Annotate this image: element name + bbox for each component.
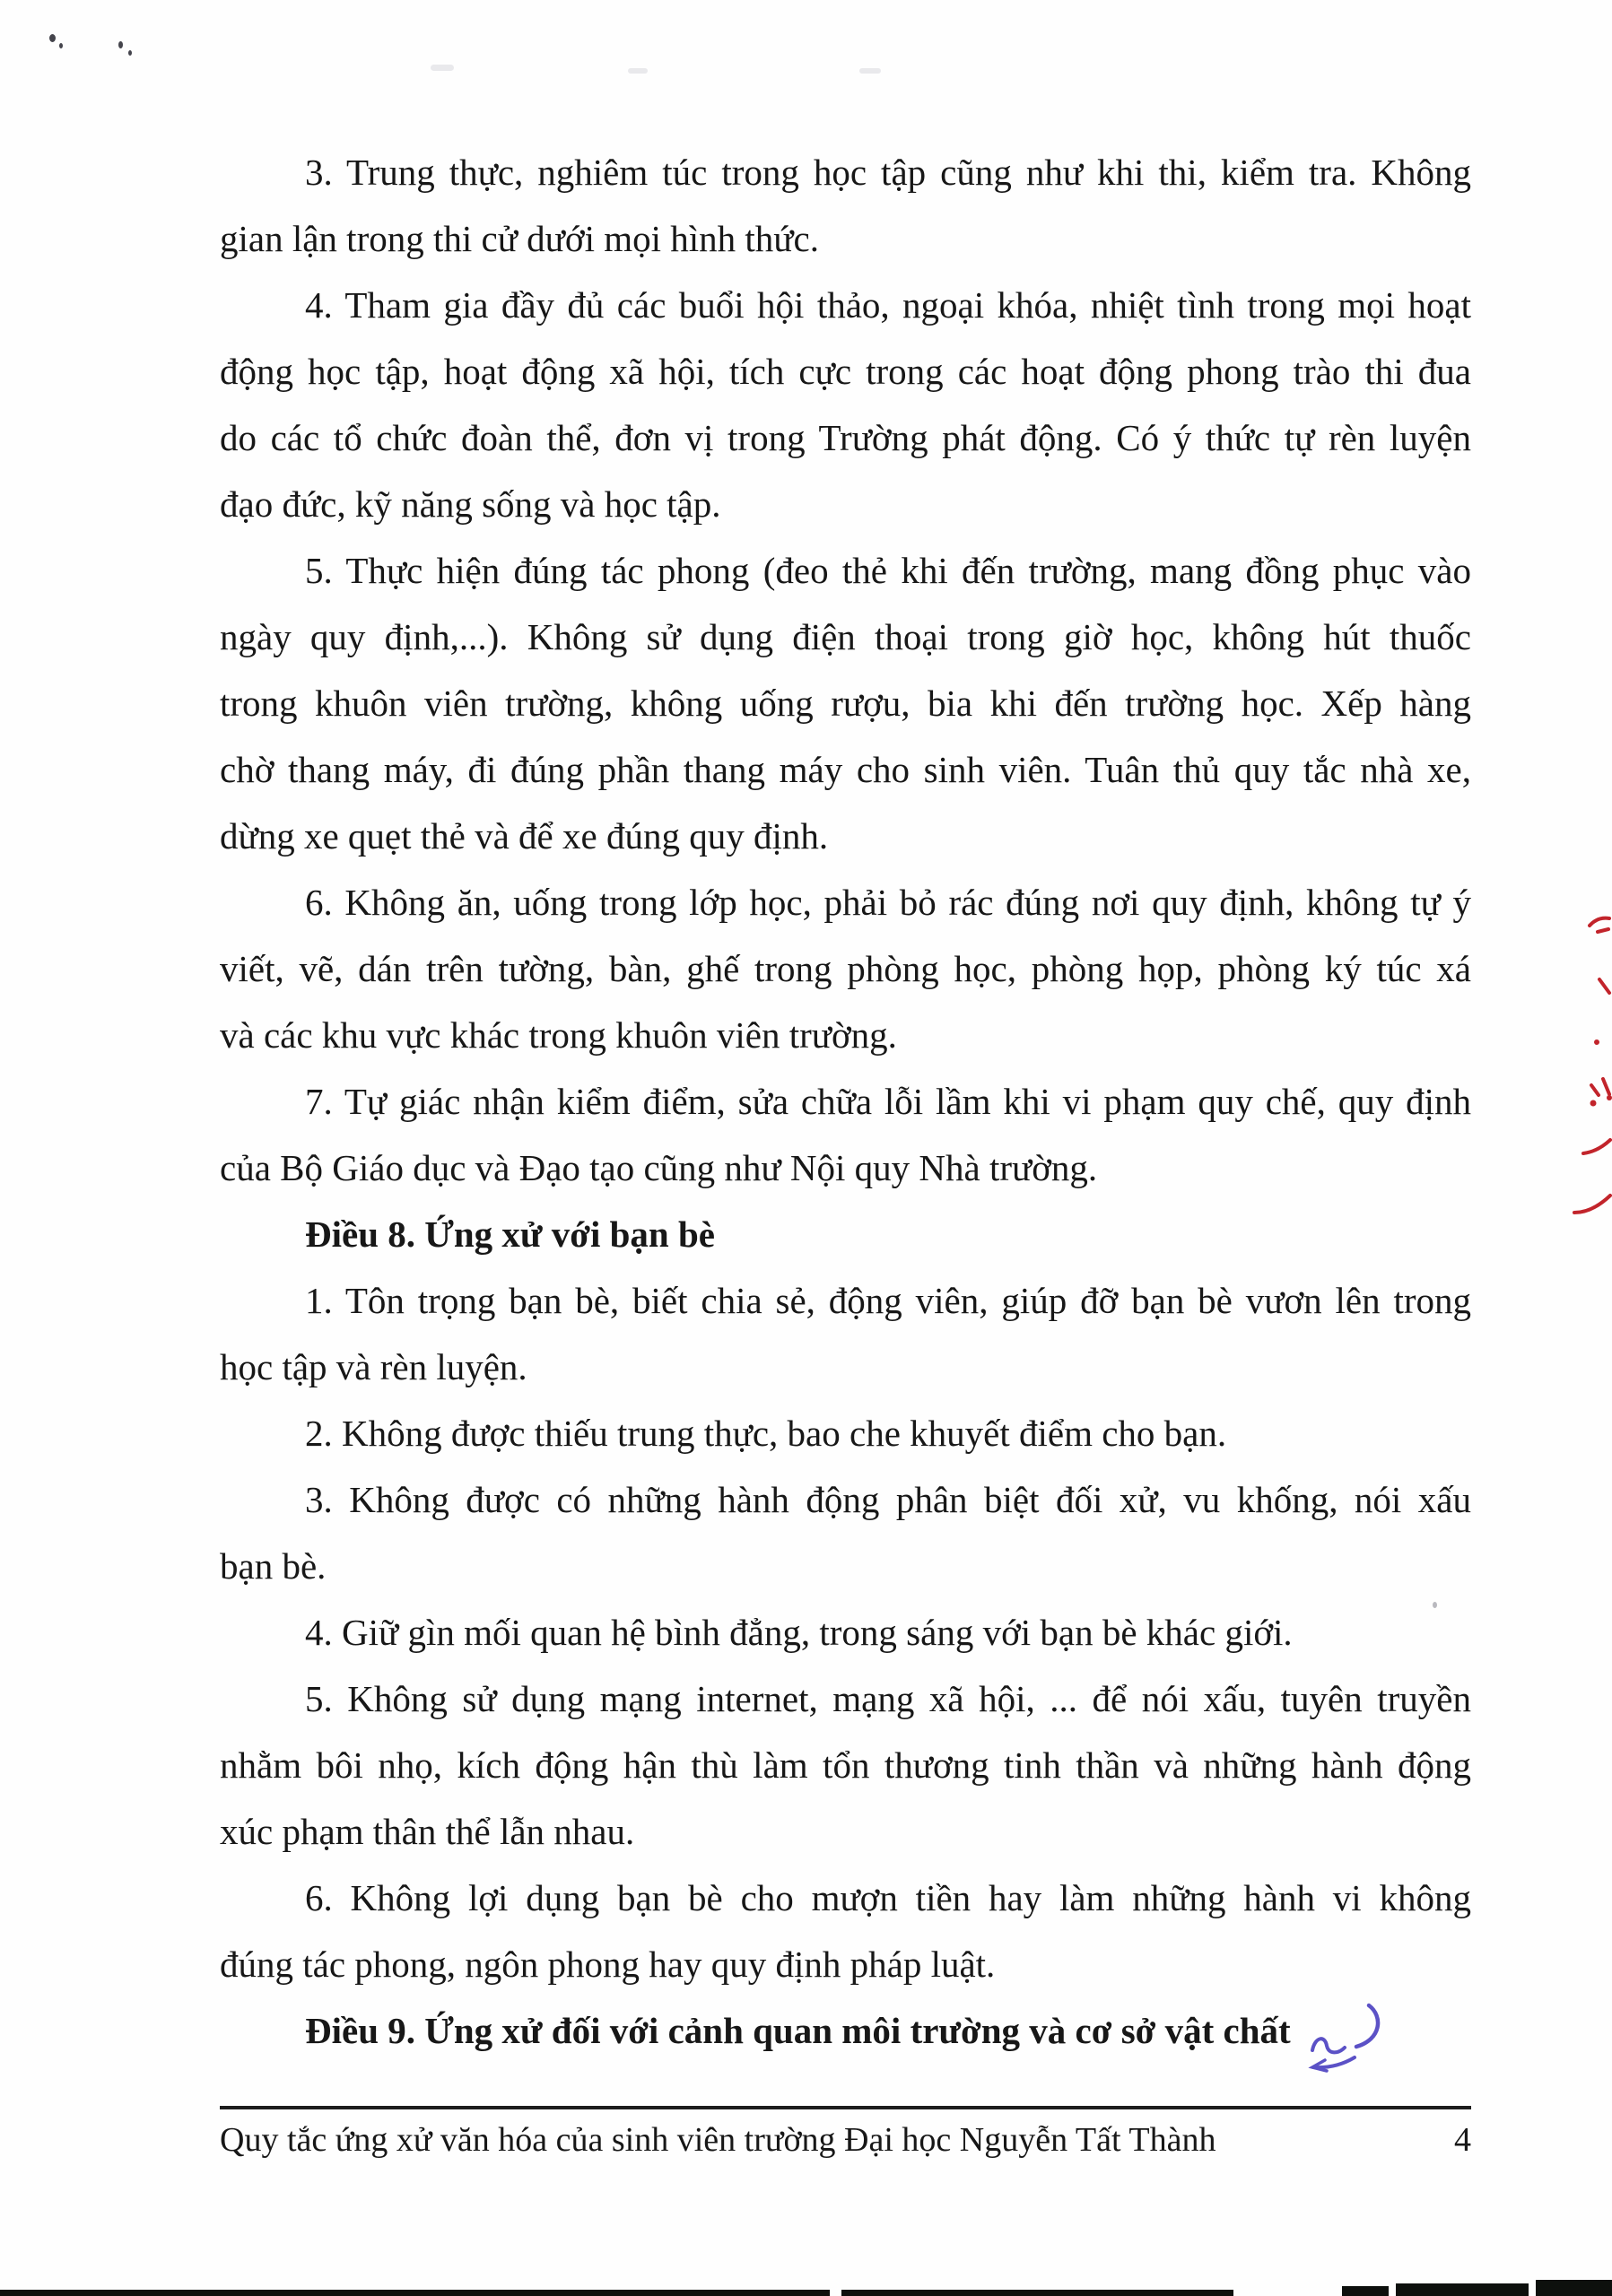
paragraph bbox=[220, 869, 1471, 1068]
handwritten-signature-mark bbox=[1301, 1998, 1390, 2077]
text-line: chờ thang máy, đi đúng phần thang máy cho sinh viên. Tuân thủ quy tắc nhà xe, bbox=[220, 749, 1471, 790]
scan-bar-segment bbox=[1536, 2280, 1612, 2296]
text-line: viết, vẽ, dán trên tường, bàn, ghế trong phòng học, phòng họp, phòng ký túc xá bbox=[220, 948, 1471, 989]
section-heading bbox=[220, 1201, 1471, 1267]
paragraph bbox=[220, 1865, 1471, 1997]
text-line: do các tổ chức đoàn thể, đơn vị trong Trường phát động. Có ý thức tự rèn luyện bbox=[220, 417, 1471, 458]
text-line: 1. Tôn trọng bạn bè, biết chia sẻ, động viên, giúp đỡ bạn bè vươn lên trong bbox=[305, 1280, 1471, 1321]
scan-speck bbox=[128, 50, 132, 56]
text-block bbox=[220, 139, 1471, 2064]
text-line: ngày quy định,...). Không sử dụng điện thoại trong giờ học, không hút thuốc bbox=[220, 616, 1471, 657]
text-line: và các khu vực khác trong khuôn viên trường. bbox=[220, 1014, 897, 1056]
paragraph bbox=[220, 1599, 1471, 1665]
text-line: 6. Không lợi dụng bạn bè cho mượn tiền hay làm những hành vi không bbox=[305, 1877, 1471, 1918]
text-line: trong khuôn viên trường, không uống rượu, bia khi đến trường học. Xếp hàng bbox=[220, 683, 1471, 724]
text-line: 6. Không ăn, uống trong lớp học, phải bỏ rác đúng nơi quy định, không tự ý bbox=[305, 882, 1471, 923]
paragraph bbox=[220, 537, 1471, 869]
paragraph bbox=[220, 139, 1471, 272]
text-line: bạn bè. bbox=[220, 1545, 327, 1587]
text-line: Điều 8. Ứng xử với bạn bè bbox=[305, 1213, 715, 1255]
text-line: học tập và rèn luyện. bbox=[220, 1346, 527, 1387]
footer-title: Quy tắc ứng xử văn hóa của sinh viên trường Đại học Nguyễn Tất Thành bbox=[220, 2121, 1216, 2159]
text-line: của Bộ Giáo dục và Đạo tạo cũng như Nội quy Nhà trường. bbox=[220, 1147, 1098, 1188]
paragraph bbox=[220, 1466, 1471, 1599]
text-line: xúc phạm thân thể lẫn nhau. bbox=[220, 1811, 635, 1852]
paragraph bbox=[220, 1400, 1471, 1466]
text-line: 7. Tự giác nhận kiểm điểm, sửa chữa lỗi lầm khi vi phạm quy chế, quy định bbox=[305, 1081, 1471, 1122]
red-pen-margin-marks bbox=[1570, 908, 1612, 1220]
text-line: 4. Giữ gìn mối quan hệ bình đẳng, trong sáng với bạn bè khác giới. bbox=[305, 1612, 1293, 1653]
page-footer bbox=[220, 2106, 1471, 2160]
text-line: 3. Trung thực, nghiêm túc trong học tập cũng như khi thi, kiểm tra. Không bbox=[305, 152, 1471, 193]
paragraph bbox=[220, 272, 1471, 537]
scan-smudge bbox=[628, 68, 648, 74]
text-line: 5. Thực hiện đúng tác phong (đeo thẻ khi đến trường, mang đồng phục vào bbox=[305, 550, 1471, 591]
paragraph bbox=[220, 1267, 1471, 1400]
scan-smudge bbox=[431, 65, 454, 71]
section-heading bbox=[220, 1997, 1471, 2064]
scan-speck bbox=[49, 34, 56, 42]
text-line: 5. Không sử dụng mạng internet, mạng xã hội, ... để nói xấu, tuyên truyền bbox=[305, 1678, 1471, 1719]
page-number: 4 bbox=[1454, 2121, 1471, 2159]
paragraph bbox=[220, 1665, 1471, 1865]
scan-speck bbox=[59, 43, 63, 48]
scan-bar-segment bbox=[841, 2290, 1233, 2296]
text-line: động học tập, hoạt động xã hội, tích cực trong các hoạt động phong trào thi đua bbox=[220, 351, 1471, 392]
paragraph bbox=[220, 1068, 1471, 1201]
text-line: gian lận trong thi cử dưới mọi hình thức. bbox=[220, 218, 819, 259]
scan-bar-segment bbox=[1396, 2283, 1529, 2296]
text-line: 4. Tham gia đầy đủ các buổi hội thảo, ngoại khóa, nhiệt tình trong mọi hoạt bbox=[305, 284, 1471, 326]
text-line: 3. Không được có những hành động phân biệt đối xử, vu khống, nói xấu bbox=[305, 1479, 1471, 1520]
text-line: Điều 9. Ứng xử đối với cảnh quan môi trường và cơ sở vật chất bbox=[305, 2010, 1291, 2051]
text-line: dừng xe quẹt thẻ và để xe đúng quy định. bbox=[220, 815, 829, 857]
text-line: đạo đức, kỹ năng sống và học tập. bbox=[220, 483, 721, 525]
text-line: 2. Không được thiếu trung thực, bao che khuyết điểm cho bạn. bbox=[305, 1413, 1227, 1454]
scan-smudge bbox=[859, 68, 881, 74]
scan-bar-segment bbox=[1342, 2286, 1389, 2296]
scan-bar-segment bbox=[0, 2290, 830, 2296]
text-line: nhằm bôi nhọ, kích động hận thù làm tổn thương tinh thần và những hành động bbox=[220, 1744, 1471, 1786]
scan-speck bbox=[118, 41, 123, 48]
text-line: đúng tác phong, ngôn phong hay quy định pháp luật. bbox=[220, 1944, 996, 1985]
